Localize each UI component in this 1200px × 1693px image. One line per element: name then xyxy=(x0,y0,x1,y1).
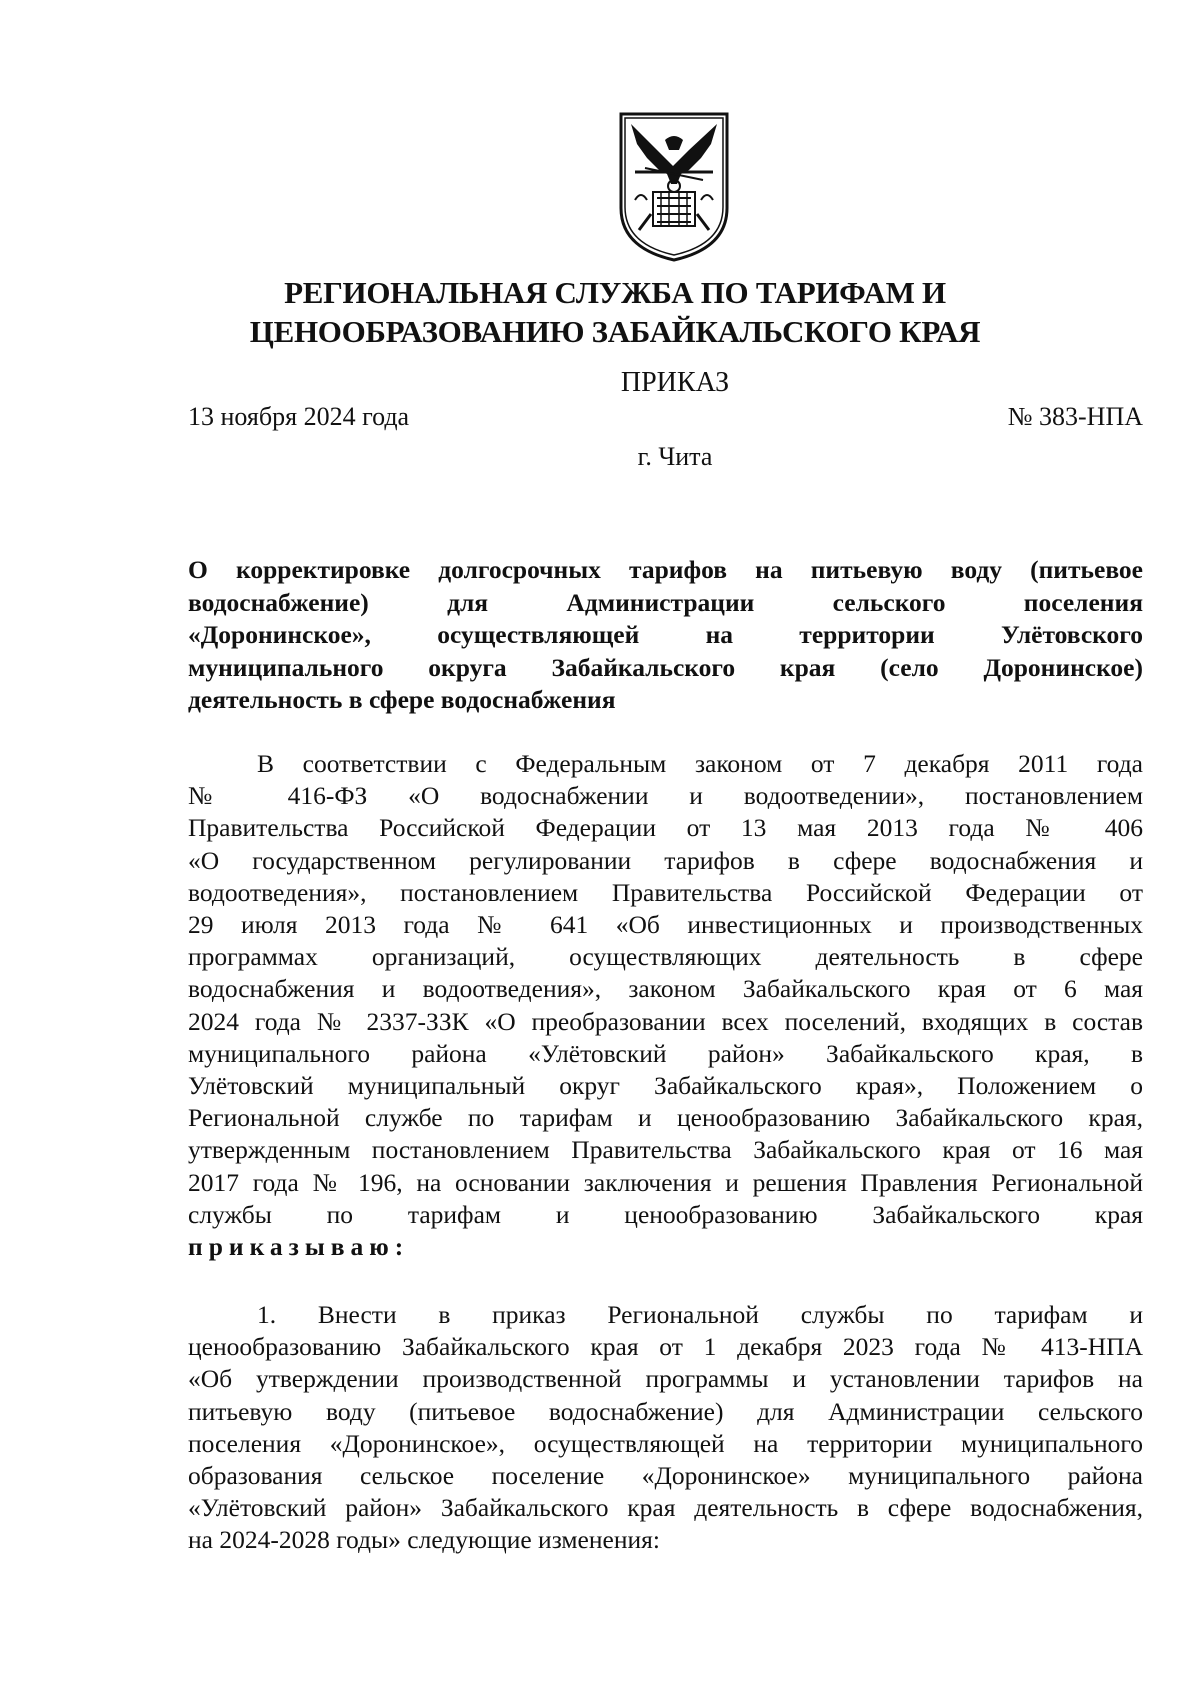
document-city: г. Чита xyxy=(637,442,713,471)
preamble-line: 2017 года № 196, на основании заключения и решения Правления Региональной xyxy=(188,1167,1143,1197)
subject-line: деятельность в сфере водоснабжения xyxy=(188,685,616,714)
item-line: поселения «Доронинское», осуществляющей на территории муниципального xyxy=(188,1428,1143,1458)
preamble-line: утвержденным постановлением Правительства Забайкальского края от 16 мая xyxy=(188,1135,1143,1165)
item-line: образования сельское поселение «Доронинское» муниципального района xyxy=(188,1461,1143,1491)
preamble-line: службы по тарифам и ценообразованию Забайкальского края xyxy=(188,1199,1143,1229)
document-date: 13 ноября 2024 года xyxy=(188,402,410,431)
organization-name-line1: РЕГИОНАЛЬНАЯ СЛУЖБА ПО ТАРИФАМ И xyxy=(284,275,946,310)
order-word: приказываю: xyxy=(188,1232,410,1262)
subject-line: водоснабжение) для Администрации сельского поселения xyxy=(188,587,1143,617)
preamble-line: программах организаций, осуществляющих деятельность в сфере xyxy=(188,942,1143,972)
item-1-paragraph xyxy=(188,1299,1143,1557)
coat-of-arms-emblem xyxy=(615,110,733,262)
preamble-line: Правительства Российской Федерации от 13 мая 2013 года № 406 xyxy=(188,813,1143,843)
preamble-line: муниципального района «Улётовский район» Забайкальского края, в xyxy=(188,1038,1143,1068)
document-subject xyxy=(188,554,1143,717)
document-number: № 383-НПА xyxy=(1007,402,1143,431)
item-line: 1. Внести в приказ Региональной службы по тарифам и xyxy=(257,1300,1143,1329)
item-line: ценообразованию Забайкальского края от 1 декабря 2023 года № 413-НПА xyxy=(188,1332,1143,1362)
preamble-line: Региональной службе по тарифам и ценообразованию Забайкальского края, xyxy=(188,1103,1143,1133)
item-line: питьевую воду (питьевое водоснабжение) для Администрации сельского xyxy=(188,1396,1143,1426)
subject-line: «Доронинское», осуществляющей на территории Улётовского xyxy=(188,620,1143,649)
item-line: «Об утверждении производственной программы и установлении тарифов на xyxy=(188,1364,1143,1394)
preamble-line: Улётовский муниципальный округ Забайкальского края», Положением о xyxy=(188,1071,1143,1101)
preamble-line: 29 июля 2013 года № 641 «Об инвестиционных и производственных xyxy=(188,910,1143,940)
preamble-line: 2024 года № 2337-ЗЗК «О преобразовании всех поселений, входящих в состав xyxy=(188,1006,1143,1036)
item-line: «Улётовский район» Забайкальского края деятельность в сфере водоснабжения, xyxy=(188,1493,1143,1523)
preamble-line: водоотведения», постановлением Правительства Российской Федерации от xyxy=(188,877,1143,907)
subject-line: О корректировке долгосрочных тарифов на питьевую воду (питьевое xyxy=(188,555,1143,584)
item-line: на 2024-2028 годы» следующие изменения: xyxy=(188,1525,660,1555)
preamble-line: В соответствии с Федеральным законом от 7 декабря 2011 года xyxy=(257,749,1143,778)
subject-line: муниципального округа Забайкальского края (село Доронинское) xyxy=(188,652,1143,682)
document-type: ПРИКАЗ xyxy=(620,367,730,398)
preamble-line: № 416-ФЗ «О водоснабжении и водоотведении», постановлением xyxy=(188,781,1143,811)
preamble-line: «О государственном регулировании тарифов в сфере водоснабжения и xyxy=(188,845,1143,875)
preamble-line: водоснабжения и водоотведения», законом Забайкальского края от 6 мая xyxy=(188,974,1143,1004)
preamble-paragraph xyxy=(188,748,1143,1263)
organization-name-line2: ЦЕНООБРАЗОВАНИЮ ЗАБАЙКАЛЬСКОГО КРАЯ xyxy=(249,314,981,349)
